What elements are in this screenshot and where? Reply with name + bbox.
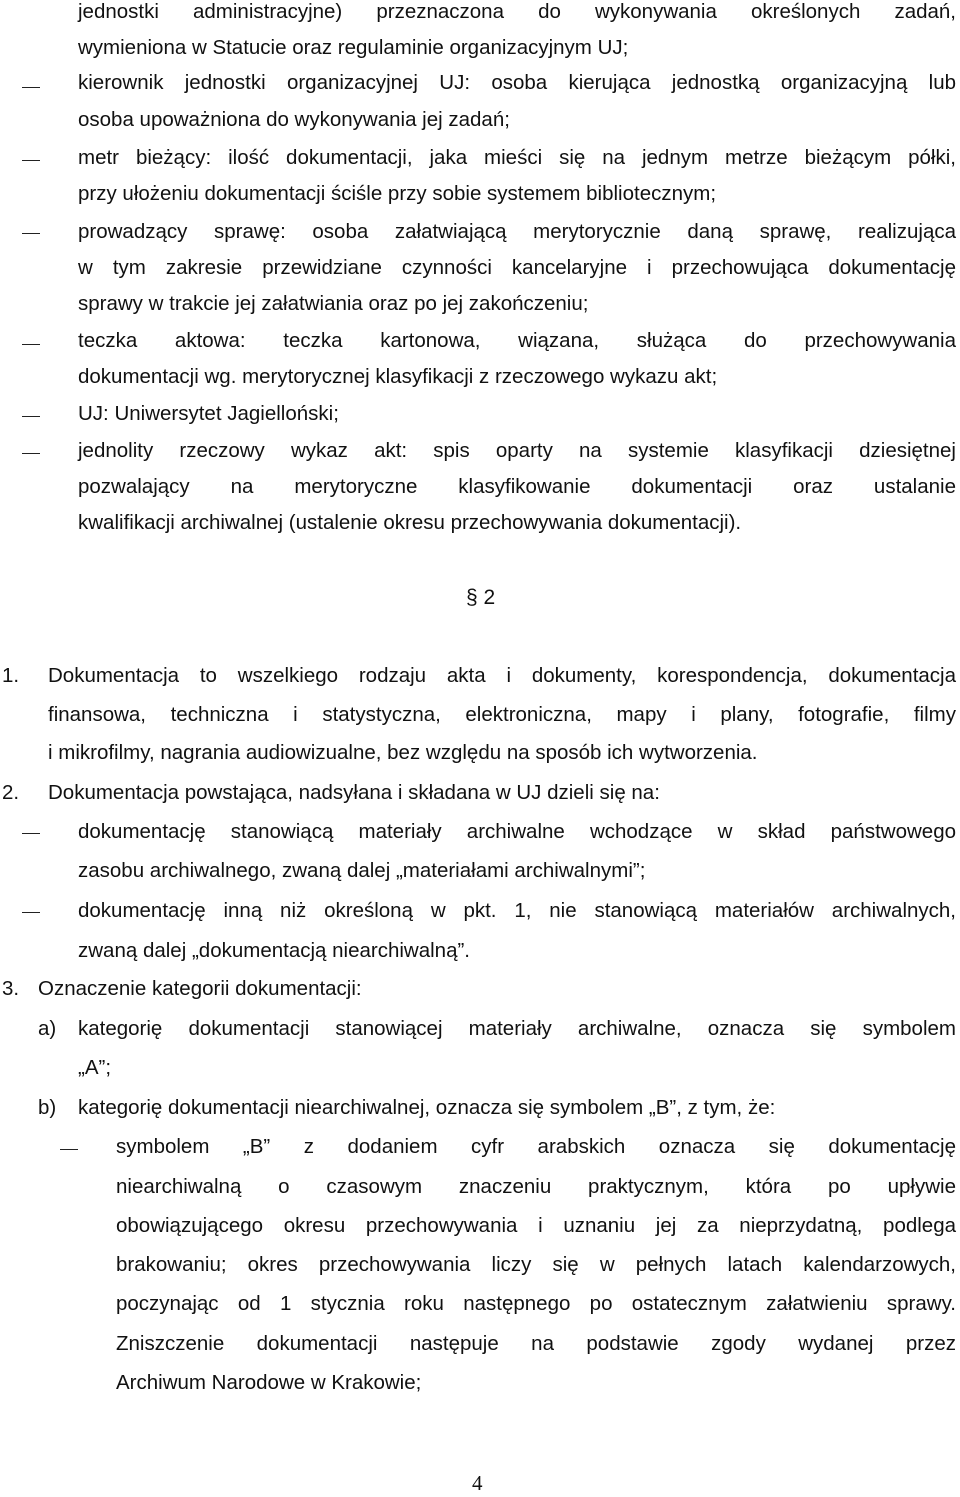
definition-item-line: dokumentacji wg. merytorycznej klasyfikacji z rzeczowego wykazu akt;	[78, 365, 718, 388]
dash-bullet	[22, 912, 40, 913]
definition-item-line: kwalifikacji archiwalnej (ustalenie okresu przechowywania dokumentacji).	[78, 511, 742, 534]
page-number: 4	[472, 1471, 483, 1495]
dash-bullet	[22, 344, 40, 345]
dash-bullet	[22, 416, 40, 417]
paragraph-line: Oznaczenie kategorii dokumentacji:	[38, 977, 362, 1000]
definition-item-line: kierownik jednostki organizacyjnej UJ: osoba kierująca jednostką organizacyjną lub	[78, 71, 956, 94]
paragraph-item-line: kategorię dokumentacji niearchiwalnej, oznacza się symbolem „B”, z tym, że:	[78, 1096, 776, 1119]
nested-item-line: niearchiwalną o czasowym znaczeniu praktycznym, która po upływie	[116, 1175, 956, 1198]
paragraph-item-line: dokumentację inną niż określoną w pkt. 1, nie stanowiącą materiałów archiwalnych,	[78, 899, 956, 922]
paragraph-line: Dokumentacja to wszelkiego rodzaju akta i dokumenty, korespondencja, dokumentacja	[48, 664, 956, 687]
dash-bullet	[22, 833, 40, 834]
definition-continuation-line: jednostki administracyjne) przeznaczona do wykonywania określonych zadań,	[78, 0, 956, 23]
paragraph-number: 3.	[2, 977, 20, 1000]
definition-item-line: sprawy w trakcie jej załatwiania oraz po jej zakończeniu;	[78, 292, 589, 315]
nested-item-line: poczynając od 1 stycznia roku następnego po ostatecznym załatwieniu sprawy.	[116, 1292, 956, 1315]
list-letter: a)	[38, 1017, 57, 1040]
paragraph-item-line: kategorię dokumentacji stanowiącej materiały archiwalne, oznacza się symbolem	[78, 1017, 956, 1040]
paragraph-item-line: dokumentację stanowiącą materiały archiwalne wchodzące w skład państwowego	[78, 820, 956, 843]
paragraph-item-line: zasobu archiwalnego, zwaną dalej „materiałami archiwalnymi”;	[78, 859, 646, 882]
dash-bullet	[22, 233, 40, 234]
paragraph-line: i mikrofilmy, nagrania audiowizualne, bez względu na sposób ich wytworzenia.	[48, 741, 758, 764]
nested-item-line: obowiązującego okresu przechowywania i uznaniu jej za nieprzydatną, podlega	[116, 1214, 956, 1237]
definition-item-line: pozwalający na merytoryczne klasyfikowanie dokumentacji oraz ustalanie	[78, 475, 956, 498]
dash-bullet	[60, 1149, 78, 1150]
definition-item-line: jednolity rzeczowy wykaz akt: spis oparty na systemie klasyfikacji dziesiętnej	[78, 439, 956, 462]
definition-item-line: w tym zakresie przewidziane czynności kancelaryjne i przechowująca dokumentację	[78, 256, 956, 279]
dash-bullet	[22, 453, 40, 454]
nested-item-line: brakowaniu; okres przechowywania liczy się w pełnych latach kalendarzowych,	[116, 1253, 956, 1276]
definition-item-line: UJ: Uniwersytet Jagielloński;	[78, 402, 339, 425]
definition-item-line: metr bieżący: ilość dokumentacji, jaka mieści się na jednym metrze bieżącym półki,	[78, 146, 956, 169]
definition-item-line: przy ułożeniu dokumentacji ściśle przy sobie systemem bibliotecznym;	[78, 182, 717, 205]
definition-item-line: prowadzący sprawę: osoba załatwiającą merytorycznie daną sprawę, realizująca	[78, 220, 956, 243]
paragraph-item-line: zwaną dalej „dokumentacją niearchiwalną”.	[78, 939, 470, 962]
definition-continuation-line: wymieniona w Statucie oraz regulaminie organizacyjnym UJ;	[78, 36, 629, 59]
dash-bullet	[22, 160, 40, 161]
paragraph-number: 1.	[2, 664, 20, 687]
nested-item-line: Zniszczenie dokumentacji następuje na podstawie zgody wydanej przez	[116, 1332, 956, 1355]
paragraph-line: Dokumentacja powstająca, nadsyłana i składana w UJ dzieli się na:	[48, 781, 660, 804]
paragraph-line: finansowa, techniczna i statystyczna, elektroniczna, mapy i plany, fotografie, filmy	[48, 703, 956, 726]
paragraph-number: 2.	[2, 781, 20, 804]
paragraph-item-line: „A”;	[78, 1056, 112, 1079]
nested-item-line: Archiwum Narodowe w Krakowie;	[116, 1371, 422, 1394]
dash-bullet	[22, 87, 40, 88]
section-heading: § 2	[466, 586, 496, 609]
definition-item-line: teczka aktowa: teczka kartonowa, wiązana, służąca do przechowywania	[78, 329, 956, 352]
definition-item-line: osoba upoważniona do wykonywania jej zadań;	[78, 108, 510, 131]
list-letter: b)	[38, 1096, 57, 1119]
nested-item-line: symbolem „B” z dodaniem cyfr arabskich oznacza się dokumentację	[116, 1135, 956, 1158]
